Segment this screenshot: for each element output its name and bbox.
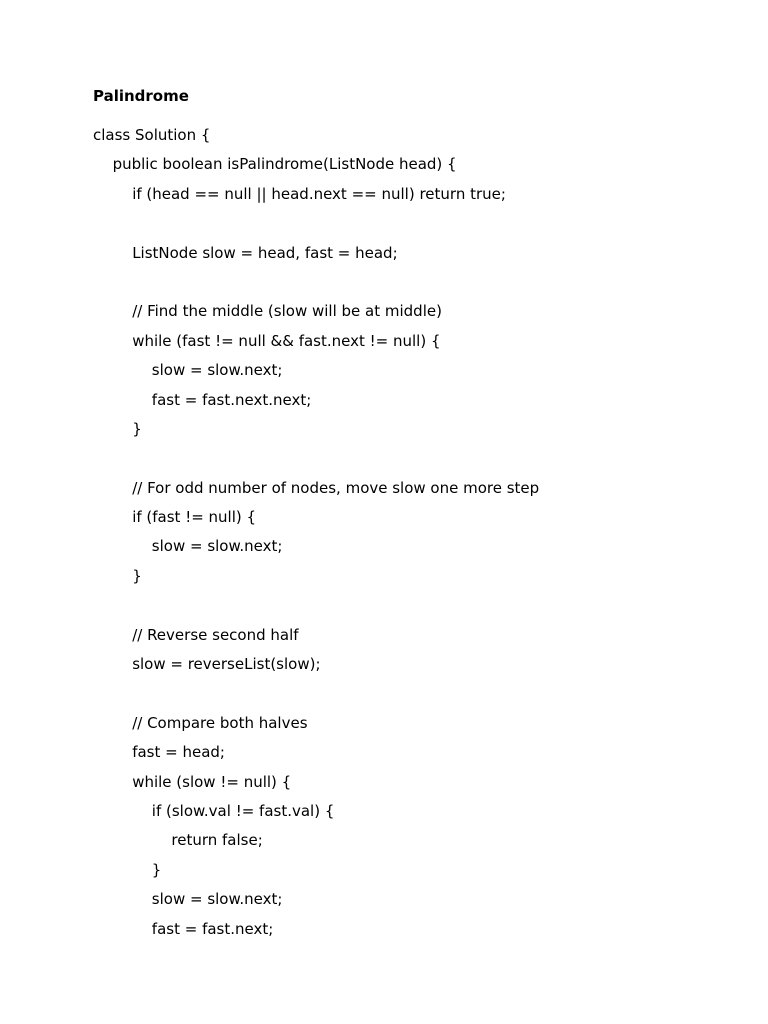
code-line: if (slow.val != fast.val) { xyxy=(151,801,335,820)
code-line: // Reverse second half xyxy=(132,625,299,644)
code-line: } xyxy=(132,419,142,438)
code-line: if (head == null || head.next == null) return true; xyxy=(132,184,506,203)
code-line: return false; xyxy=(171,831,263,850)
code-line: slow = reverseList(slow); xyxy=(132,655,321,674)
code-line: slow = slow.next; xyxy=(151,890,283,909)
code-line: slow = slow.next; xyxy=(151,537,283,556)
document-title: Palindrome xyxy=(93,87,189,105)
code-line: ListNode slow = head, fast = head; xyxy=(132,243,398,262)
blank-line xyxy=(93,682,733,711)
code-line: class Solution { xyxy=(93,126,211,144)
code-line: // Compare both halves xyxy=(132,713,308,732)
code-line: if (fast != null) { xyxy=(132,508,257,527)
code-block xyxy=(93,124,733,947)
code-line: // For odd number of nodes, move slow one more step xyxy=(132,478,540,497)
blank-line xyxy=(93,271,733,300)
code-line: while (fast != null && fast.next != null) { xyxy=(132,331,441,350)
code-line: // Find the middle (slow will be at middle) xyxy=(132,302,442,321)
blank-line xyxy=(93,594,733,623)
code-line: slow = slow.next; xyxy=(151,361,283,380)
blank-line xyxy=(93,212,733,241)
code-line: fast = head; xyxy=(132,743,225,762)
code-line: fast = fast.next.next; xyxy=(151,390,312,409)
code-line: } xyxy=(151,860,162,879)
blank-line xyxy=(93,447,733,476)
code-line: while (slow != null) { xyxy=(132,772,292,791)
code-line: public boolean isPalindrome(ListNode head) { xyxy=(112,155,457,174)
code-line: } xyxy=(132,566,142,585)
code-line: fast = fast.next; xyxy=(151,919,274,938)
